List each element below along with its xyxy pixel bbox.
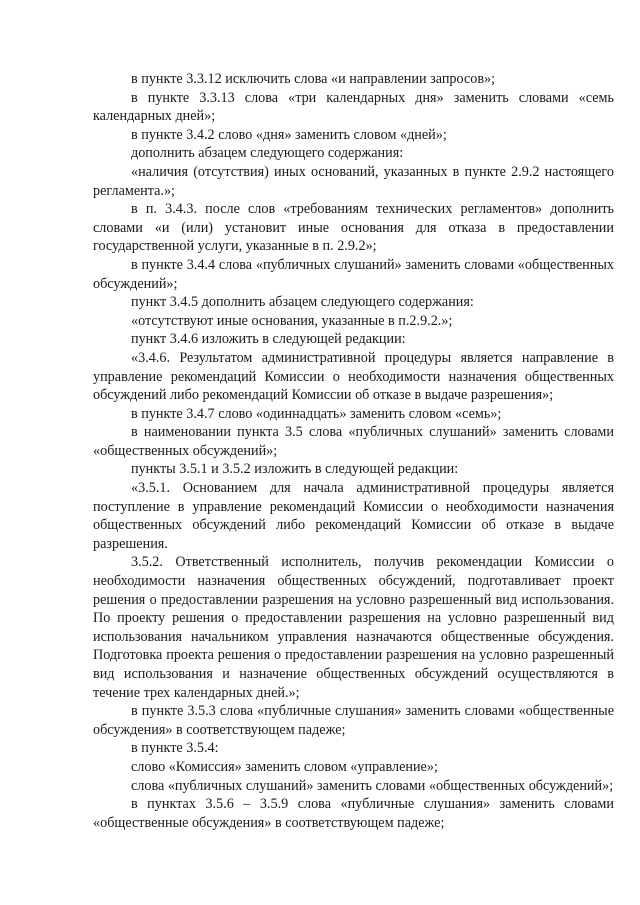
paragraph: в пункте 3.4.7 слово «одиннадцать» заменить словом «семь»; <box>131 405 502 422</box>
paragraph: в пункте 3.4.4 слова «публичных слушаний» заменить словами «общественных обсуждений»; <box>93 256 614 292</box>
paragraph: пункты 3.5.1 и 3.5.2 изложить в следующей редакции: <box>131 461 459 478</box>
paragraph: «отсутствуют иные основания, указанные в п.2.9.2.»; <box>131 312 453 329</box>
paragraph: в наименовании пункта 3.5 слова «публичных слушаний» заменить словами «общественных обсуждений»; <box>93 424 614 459</box>
paragraph: «3.4.6. Результатом административной процедуры является направление в управление рекомендаций Комиссии о необходимости назначения общественных обсуждений либо рекомендаций Комиссии об отказе в выдаче разрешения»; <box>93 349 614 404</box>
paragraph: в пункте 3.5.4: <box>131 740 219 757</box>
paragraph: в пункте 3.3.12 исключить слова «и направлении запросов»; <box>131 71 496 87</box>
paragraph: в пункте 3.5.3 слова «публичные слушания» заменить словами «общественные обсуждения» в соответствующем падеже; <box>93 703 614 738</box>
paragraph: 3.5.2. Ответственный исполнитель, получив рекомендации Комиссии о необходимости назначения общественных обсуждений, подготавливает проект решения о предоставлении разрешения на условно разрешенный вид использования. По проекту решения о предоставлении разрешения на условно разрешенный вид использования начальником управления назначаются общественные обсуждения. Подготовка проекта решения о предоставлении разрешения на условно разрешенный вид использования и назначение общественных обсуждений осуществляются в течение трех календарных дней.»; <box>93 554 614 701</box>
paragraph: дополнить абзацем следующего содержания: <box>131 145 404 162</box>
paragraph: слова «публичных слушаний» заменить словами «общественных обсуждений»; <box>131 777 614 794</box>
paragraph: в пунктах 3.5.6 – 3.5.9 слова «публичные слушания» заменить словами «общественные обсуждения» в соответствующем падеже; <box>93 796 614 831</box>
paragraph: «3.5.1. Основанием для начала административной процедуры является поступление в управление рекомендаций Комиссии о необходимости назначения общественных обсуждений либо рекомендаций Комиссии об отказе в выдаче разрешения. <box>93 480 614 552</box>
paragraph: пункт 3.4.5 дополнить абзацем следующего содержания: <box>131 294 474 311</box>
paragraph: в п. 3.4.3. после слов «требованиям технических регламентов» дополнить словами «и (или) установит иные основания для отказа в предоставлении государственной услуги, указанные в п. 2.9.2»; <box>93 201 614 255</box>
paragraph: слово «Комиссия» заменить словом «управление»; <box>131 758 438 775</box>
paragraph: в пункте 3.4.2 слово «дня» заменить словом «дней»; <box>131 126 447 143</box>
paragraph: пункт 3.4.6 изложить в следующей редакции: <box>131 331 406 348</box>
paragraph: «наличия (отсутствия) иных оснований, указанных в пункте 2.9.2 настоящего регламента.»; <box>93 163 614 199</box>
document-body <box>93 70 614 832</box>
paragraph: в пункте 3.3.13 слова «три календарных дня» заменить словами «семь календарных дней»; <box>93 89 614 125</box>
